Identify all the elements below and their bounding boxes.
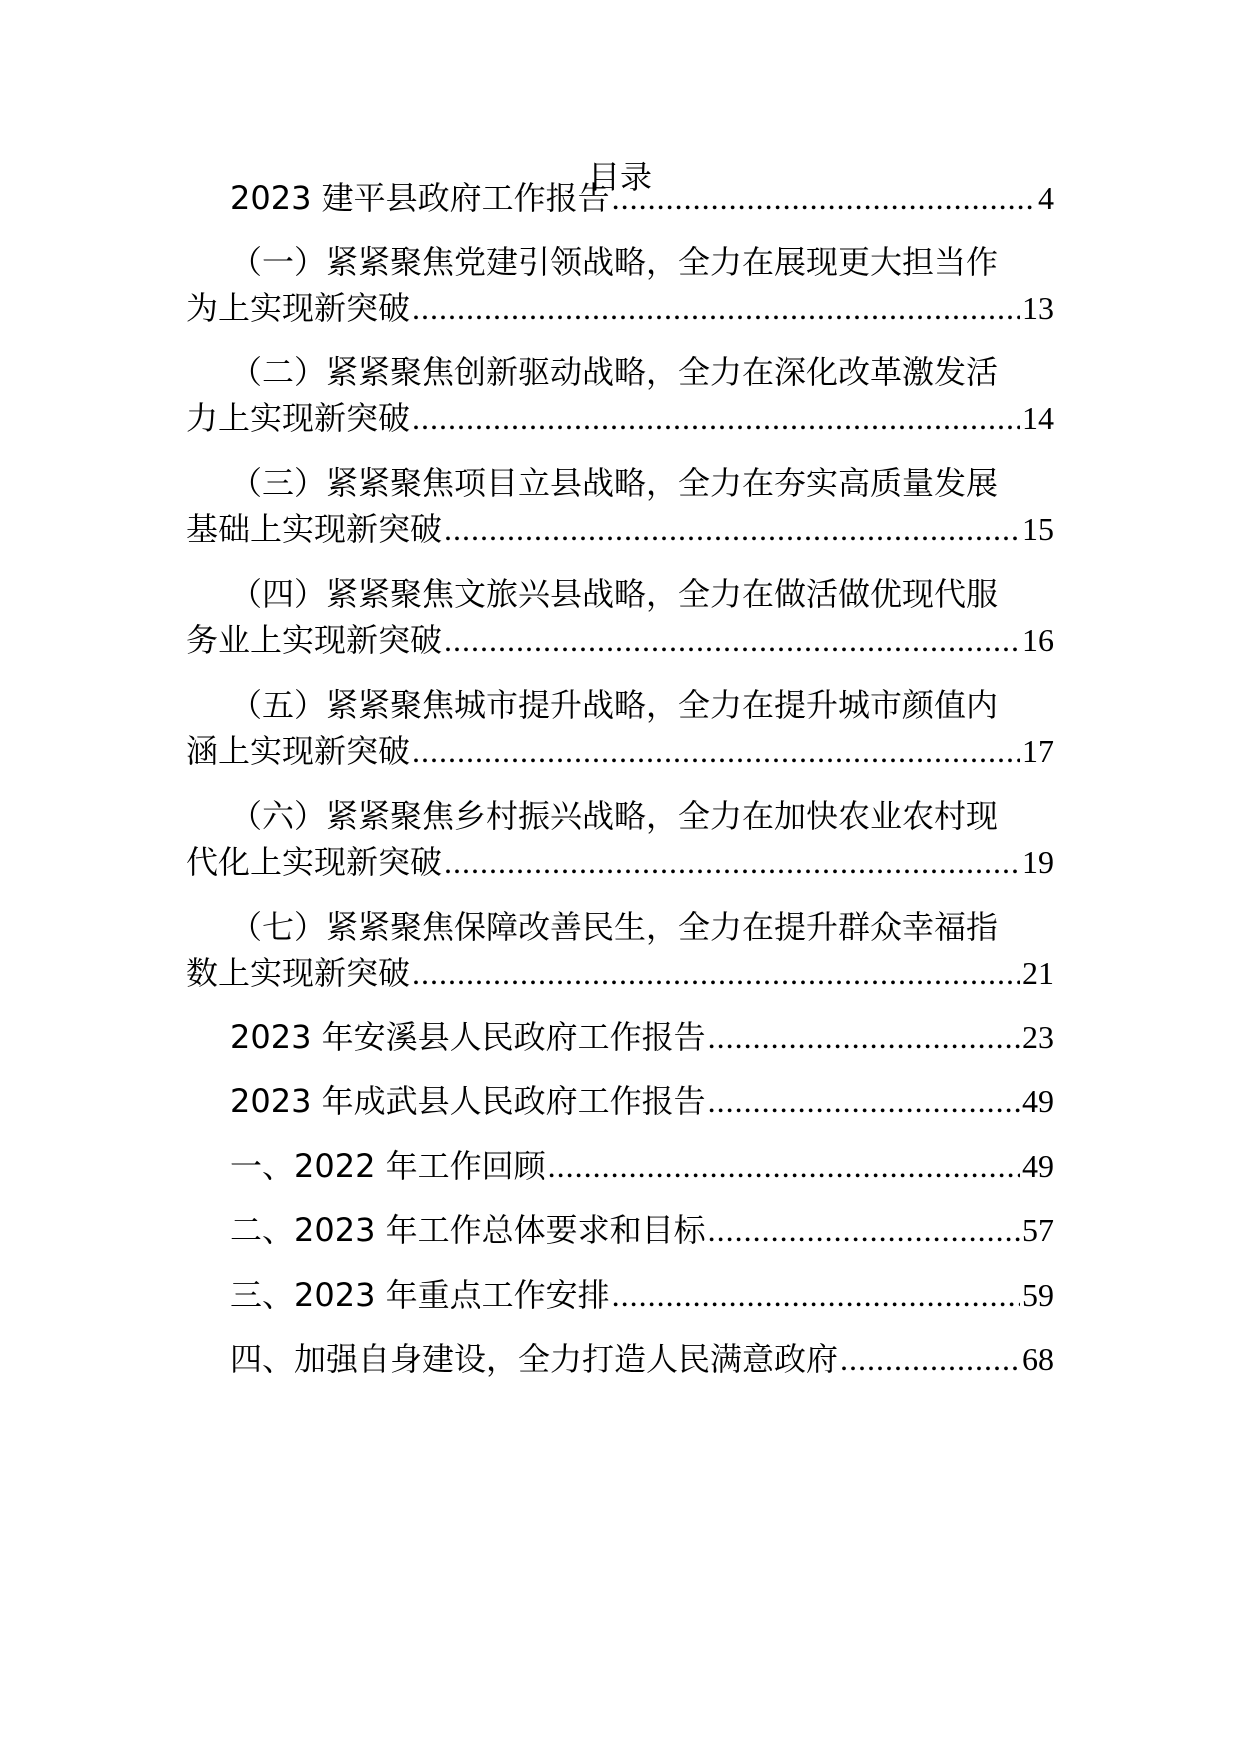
dot-leader (548, 1144, 1020, 1188)
toc-entry-text: （三）紧紧聚焦项目立县战略，全力在夯实高质量发展 (230, 464, 999, 502)
toc-page-number: 13 (1022, 290, 1054, 326)
toc-entry-text-continued: 为上实现新突破 (186, 289, 411, 327)
toc-entry[interactable] (186, 905, 1054, 995)
toc-page-number: 23 (1022, 1019, 1054, 1055)
dot-leader (412, 951, 1020, 995)
toc-entry[interactable] (186, 176, 1054, 220)
toc-page-number: 49 (1022, 1083, 1054, 1119)
toc-entry-text-continued: 代化上实现新突破 (186, 843, 443, 881)
toc-entry-text: （五）紧紧聚焦城市提升战略，全力在提升城市颜值内 (230, 686, 999, 724)
toc-entry[interactable] (186, 1144, 1054, 1188)
dot-leader (444, 507, 1020, 551)
toc-entry[interactable] (186, 1079, 1054, 1123)
toc-entry[interactable] (186, 572, 1054, 662)
toc-entry[interactable] (186, 1015, 1054, 1059)
toc-entry[interactable] (186, 1273, 1054, 1317)
toc-entry-text: （二）紧紧聚焦创新驱动战略，全力在深化改革激发活 (230, 353, 999, 391)
toc-page-number: 59 (1022, 1277, 1054, 1313)
toc-entry-text: （六）紧紧聚焦乡村振兴战略，全力在加快农业农村现 (230, 797, 999, 835)
toc-page-number: 16 (1022, 622, 1054, 658)
dot-leader (412, 729, 1020, 773)
toc-entry[interactable] (186, 240, 1054, 330)
dot-leader (708, 1015, 1020, 1059)
toc-page-number: 17 (1022, 733, 1054, 769)
toc-page-number: 68 (1022, 1341, 1054, 1377)
toc-title: 目录 (587, 158, 652, 196)
toc-entry-text: 2023 建平县政府工作报告 (230, 179, 610, 217)
toc-entry-text: 2023 年安溪县人民政府工作报告 (230, 1018, 706, 1056)
dot-leader (840, 1337, 1020, 1381)
toc-entry[interactable] (186, 794, 1054, 884)
toc-entry[interactable] (186, 1208, 1054, 1252)
toc-entry-text-continued: 力上实现新突破 (186, 399, 411, 437)
dot-leader (412, 286, 1020, 330)
toc-entry-text: 一、2022 年工作回顾 (230, 1147, 546, 1185)
toc-entry-text: 三、2023 年重点工作安排 (230, 1276, 610, 1314)
toc-page-number: 4 (1038, 180, 1054, 216)
dot-leader (612, 176, 1036, 220)
toc-entry[interactable] (186, 683, 1054, 773)
toc-page-number: 49 (1022, 1148, 1054, 1184)
dot-leader (708, 1208, 1020, 1252)
toc-entry-text: （一）紧紧聚焦党建引领战略，全力在展现更大担当作 (230, 243, 999, 281)
toc-page-number: 19 (1022, 844, 1054, 880)
toc-entry[interactable] (186, 461, 1054, 551)
toc-entry-text: 四、加强自身建设，全力打造人民满意政府 (230, 1340, 839, 1378)
dot-leader (612, 1273, 1020, 1317)
toc-entry[interactable] (186, 350, 1054, 440)
dot-leader (412, 396, 1020, 440)
dot-leader (708, 1079, 1020, 1123)
toc-entry[interactable] (186, 1337, 1054, 1381)
toc-entry-text: （七）紧紧聚焦保障改善民生，全力在提升群众幸福指 (230, 908, 999, 946)
dot-leader (444, 840, 1020, 884)
toc-entry-text-continued: 基础上实现新突破 (186, 510, 443, 548)
toc-entry-text: 2023 年成武县人民政府工作报告 (230, 1082, 706, 1120)
toc-entry-text-continued: 数上实现新突破 (186, 954, 411, 992)
toc-entry-text: （四）紧紧聚焦文旅兴县战略，全力在做活做优现代服 (230, 575, 999, 613)
toc-page-number: 14 (1022, 400, 1054, 436)
toc-entry-text: 二、2023 年工作总体要求和目标 (230, 1211, 706, 1249)
toc-page-number: 21 (1022, 955, 1054, 991)
toc-entry-text-continued: 涵上实现新突破 (186, 732, 411, 770)
dot-leader (444, 618, 1020, 662)
toc-entry-text-continued: 务业上实现新突破 (186, 621, 443, 659)
toc-page-number: 15 (1022, 511, 1054, 547)
toc-page-number: 57 (1022, 1212, 1054, 1248)
